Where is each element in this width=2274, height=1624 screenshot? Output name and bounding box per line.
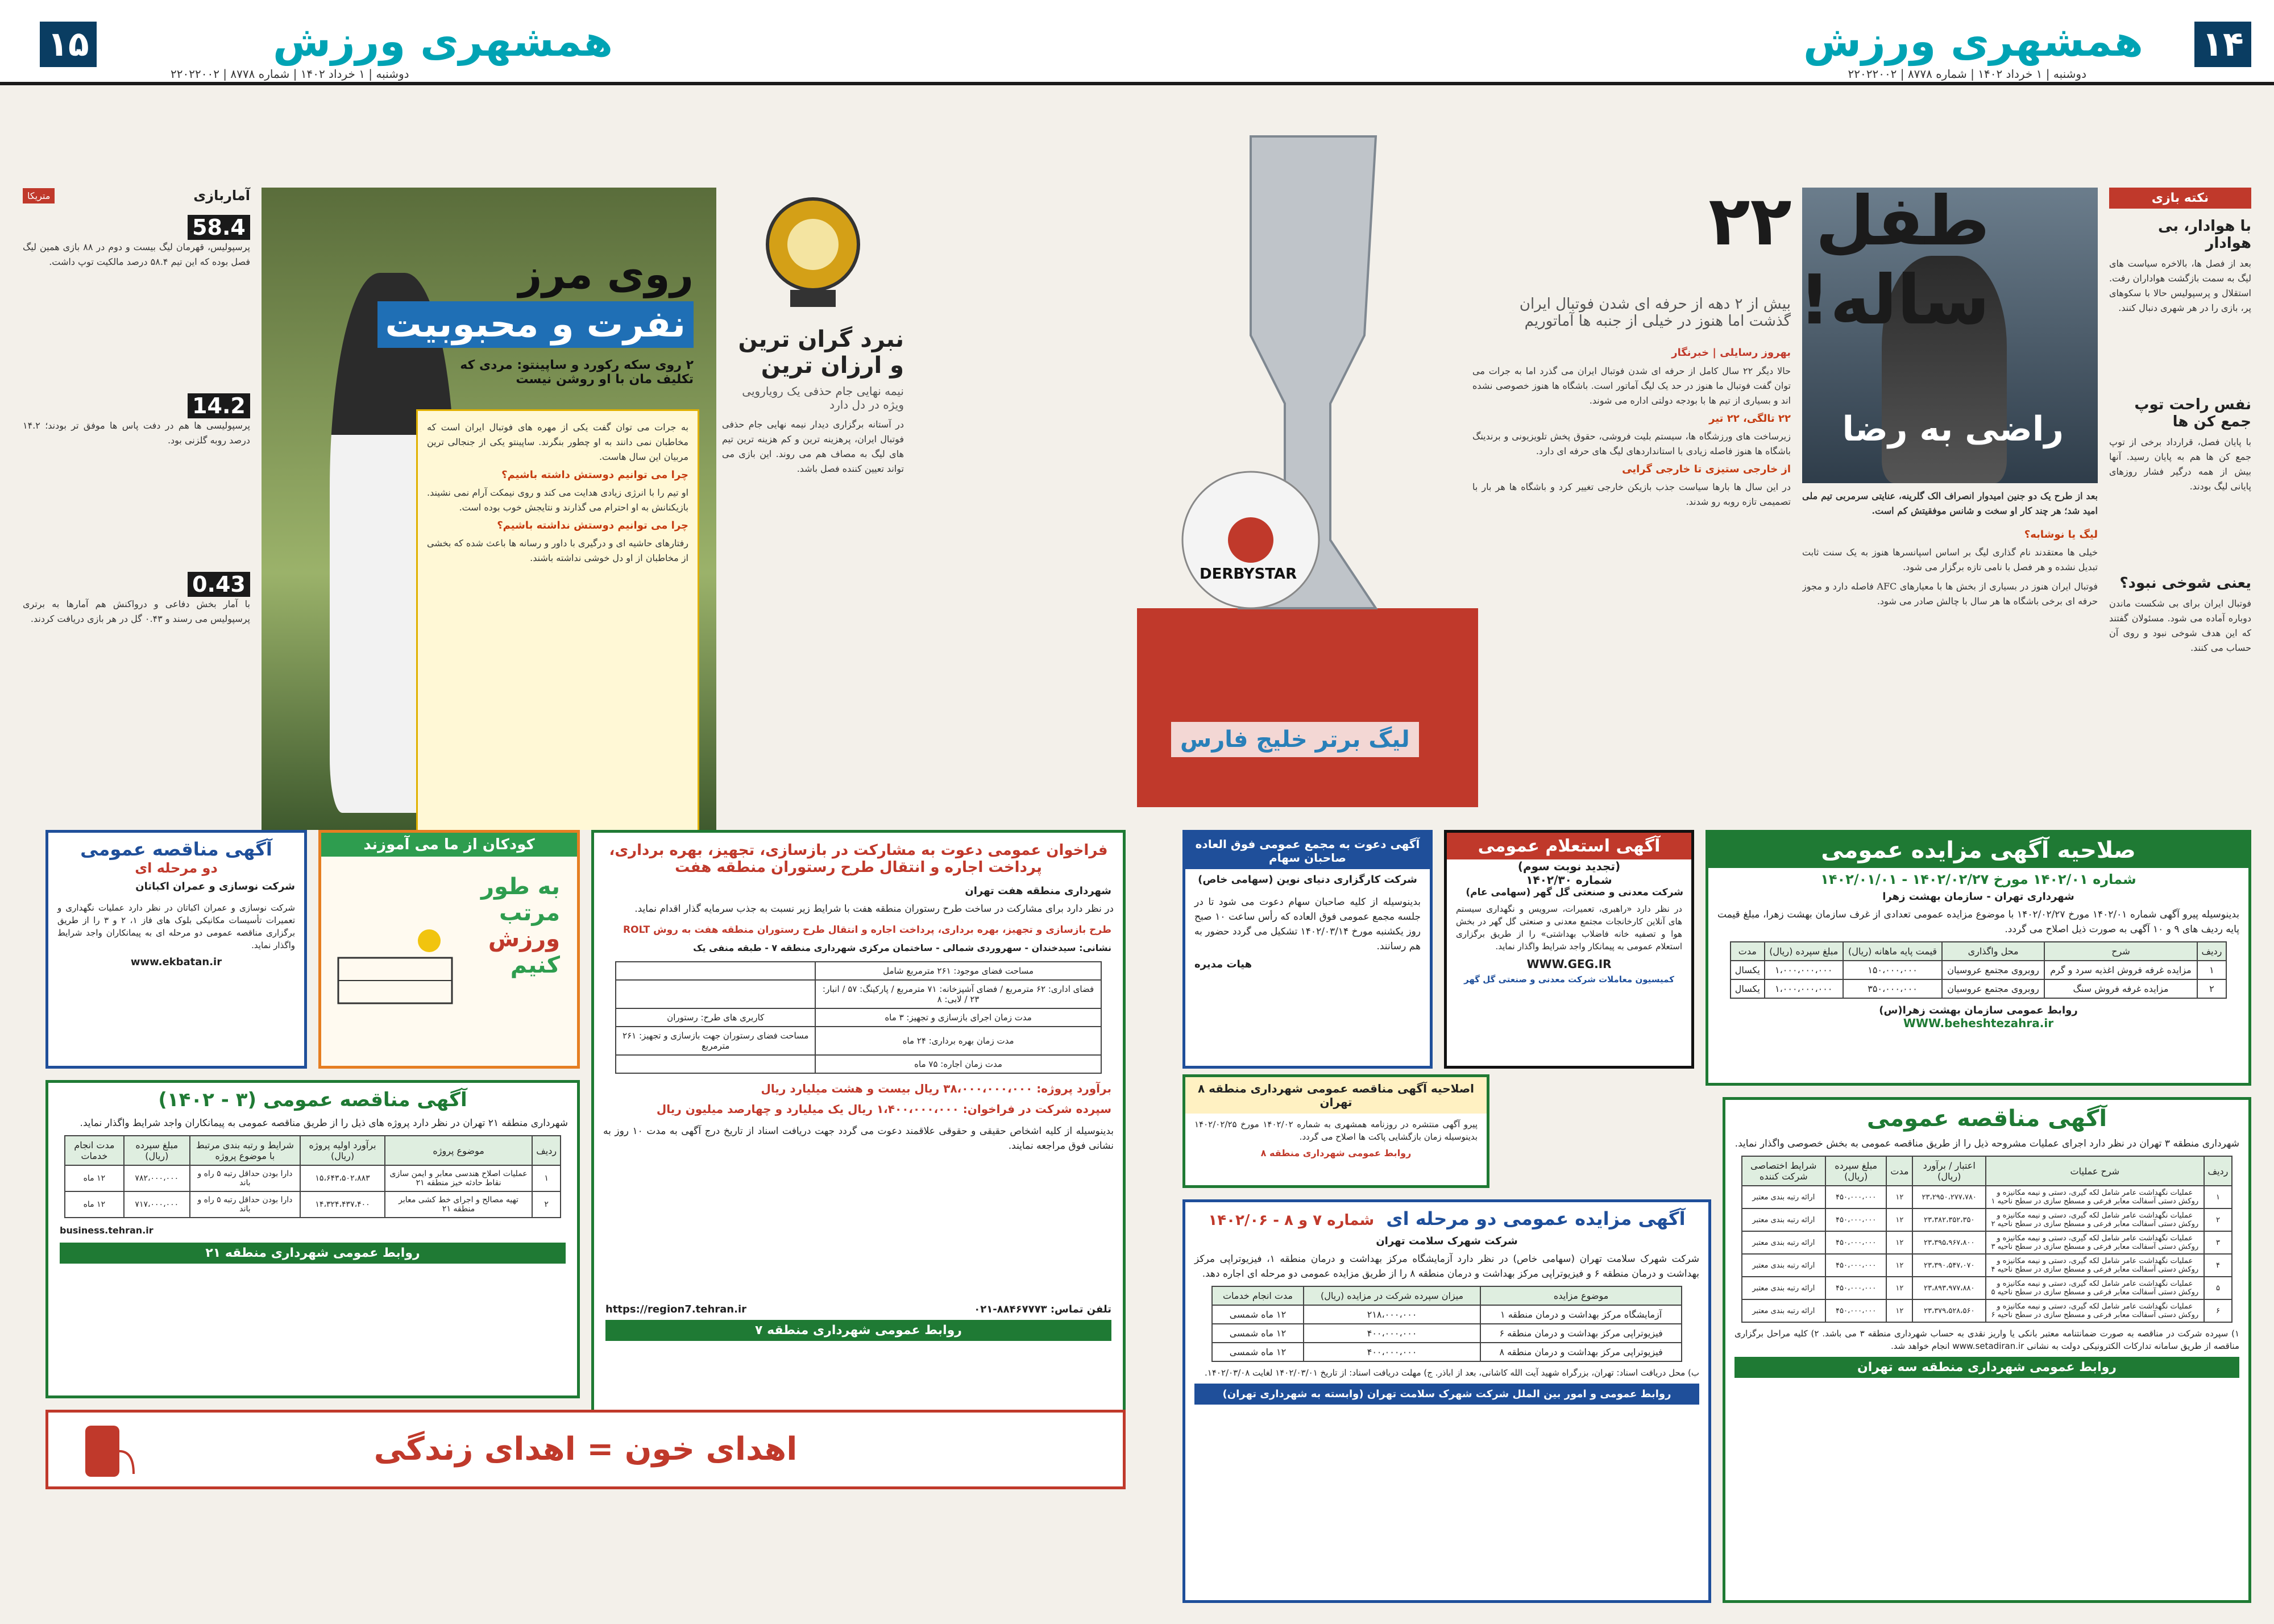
paragraph: رفتارهای حاشیه ای و درگیری با داور و رسانه ها باعث شده که بخشی از مخاطبان از او دل خوشی نداشته باشند. (427, 538, 688, 563)
kids-line4: کنیم (510, 952, 560, 978)
ekbatan-site[interactable]: www.ekbatan.ir (130, 956, 222, 968)
cell: ۲ (2197, 979, 2226, 998)
tip-column (2109, 188, 2251, 841)
cell: عملیات نگهداشت عامر شامل لکه گیری، دستی و نیمه مکانیزه و روکش دستی آسفالت معابر فرعی و مسطح سازی در سطح ناحیه ۵ (1986, 1277, 2204, 1299)
cell: ۴۰۰،۰۰۰،۰۰۰ (1304, 1324, 1480, 1343)
table-row (616, 1055, 1101, 1073)
column-header: شرایط و رتبه بندی مرتبط با موضوع پروژه (190, 1136, 300, 1165)
sale-org: شهرداری تهران - سازمان بهشت زهرا (1882, 891, 2074, 903)
column-item-title: یعنی شوخی نبود؟ (2119, 575, 2251, 592)
trophy-image (1137, 108, 1478, 807)
cell: ۱۲ (1886, 1208, 1912, 1231)
region21-tender (45, 1080, 580, 1398)
byline: بهروز رسایلی | خبرنگار (1671, 347, 1791, 359)
column-header: شرح عملیات (1986, 1156, 2204, 1186)
region21-site[interactable]: business.tehran.ir (60, 1225, 153, 1236)
auction-health (1182, 1199, 1711, 1603)
recruit-sub: (تجدید نوبت سوم) (1517, 859, 1621, 873)
sale-url[interactable]: WWW.beheshtezahra.ir (1903, 1016, 2054, 1030)
cell (616, 980, 815, 1008)
column-header: شرح (2044, 942, 2197, 961)
side-title-2: و ارزان ترین (761, 352, 904, 379)
cell: کاربری های طرح: رستوران (616, 1008, 815, 1027)
notice-text: بدینوسیله از کلیه صاحبان سهام دعوت می شود تا در جلسه مجمع عمومی فوق العاده که رأس ساعت ۱۰ صبح روز یکشنبه مورخ ۱۴۰۲/۰۳/۱۴ تشکیل می گردد حضور به هم رسانند. (1194, 896, 1421, 952)
region7-contact (594, 1299, 1123, 1320)
cell: ارائه رتبه بندی معتبر (1742, 1186, 1825, 1208)
region7-line2: نشانی: سیدخندان - سهروردی شمالی - ساختمان مرکزی شهرداری منطقه ۷ - طبقه منفی یک (693, 942, 1111, 953)
paragraph: خیلی ها معتقدند نام گذاری لیگ بر اساس اسپانسرها هنوز به یک سنت ثابت تبدیل نشده و هر فصل با نامی تازه برگزار می شود. (1802, 547, 2098, 572)
cell: عملیات نگهداشت عامر شامل لکه گیری، دستی و نیمه مکانیزه و روکش دستی آسفالت معابر فرعی و مسطح سازی در سطح ناحیه ۱ (1986, 1186, 2204, 1208)
cell: مساحت فضای رستوران جهت بازسازی و تجهیز: ۲۶۱ مترمربع (616, 1027, 815, 1055)
cell: یکسال (1731, 961, 1765, 979)
cell: ارائه رتبه بندی معتبر (1742, 1254, 1825, 1277)
table-header (1742, 1156, 2232, 1186)
column-header: موضوع مزایده (1480, 1286, 1682, 1305)
table-row (1742, 1277, 2232, 1299)
region7-line1: طرح بازسازی و تجهیز، بهره برداری، پرداخت اجاره و انتقال طرح رستوران منطقه هفت به روش ROLT (623, 924, 1111, 936)
cell: ارائه رتبه بندی معتبر (1742, 1277, 1825, 1299)
auction-footer: روابط عمومی و امور بین الملل شرکت شهرک سلامت تهران (وابسته به شهرداری تهران) (1194, 1384, 1699, 1405)
column-header: مبلغ سپرده (ریال) (124, 1136, 190, 1165)
photo-text: بعد از طرح یک دو جنین امیدوار انصراف الک گلرینه، عنایتی سرمربی تیم ملی امید شد؛ هر چند کار او سخت و شانس موفقیتش کم است. (1802, 491, 2098, 516)
cell: ۲۳،۲۹۵۰،۲۷۷،۷۸۰ (1912, 1186, 1986, 1208)
table-row (1742, 1186, 2232, 1208)
sale-table (1730, 941, 2227, 999)
table-row (1742, 1208, 2232, 1231)
sale-notice (1706, 830, 2251, 1086)
subsection-title: چرا می توانیم دوستش نداشته باشیم؟ (497, 520, 688, 531)
league-logo: لیگ برتر خلیج فارس (1171, 722, 1419, 757)
cell: ۱۲ (1886, 1254, 1912, 1277)
cell: مزایده غرفه فروش سنگ (2044, 979, 2197, 998)
stats-flag: متریکا (23, 188, 55, 203)
trophy-graphic (1137, 108, 1478, 807)
cell: ارائه رتبه بندی معتبر (1742, 1208, 1825, 1231)
auction-title: آگهی مزایده عمومی دو مرحله ای (1386, 1208, 1686, 1230)
headline-1: روی مرز (518, 250, 694, 298)
table-row (1731, 961, 2226, 979)
cell: ۴۵۰،۰۰۰،۰۰۰ (1825, 1254, 1886, 1277)
column-header: مدت انجام خدمات (65, 1136, 124, 1165)
column-item-3 (2109, 575, 2251, 767)
tender-region3 (1723, 1097, 2251, 1603)
cell: ۲۳،۳۹۵،۹۶۷،۸۰۰ (1912, 1231, 1986, 1254)
cell: ۱ (2197, 961, 2226, 979)
stat-value: 14.2 (188, 393, 250, 418)
masthead (0, 0, 1137, 85)
cell: ۷۸۲،۰۰۰،۰۰۰ (124, 1165, 190, 1191)
cell: مدت زمان اجاره: ۷۵ ماه (815, 1055, 1101, 1073)
column-header: ردیف (2197, 942, 2226, 961)
cell: عملیات نگهداشت عامر شامل لکه گیری، دستی و نیمه مکانیزه و روکش دستی آسفالت معابر فرعی و مسطح سازی در سطح ناحیه ۶ (1986, 1299, 2204, 1322)
blood-title: اهدای خون = اهدای زندگی (374, 1431, 798, 1468)
side-article (722, 188, 904, 824)
cell: مدت زمان بهره برداری: ۲۴ ماه (815, 1027, 1101, 1055)
logo-text: همشهری ورزش (1803, 17, 2143, 66)
column-header: مدت (1731, 942, 1765, 961)
column-header: میزان سپرده شرکت در مزایده (ریال) (1304, 1286, 1480, 1305)
table-row (1731, 979, 2226, 998)
column-header: موضوع پروژه (385, 1136, 532, 1165)
auction-org: شرکت شهرک سلامت تهران (1376, 1235, 1518, 1247)
region7-title: فراخوان عمومی دعوت به مشارکت در بازسازی، تجهیز، بهره برداری، پرداخت اجاره و انتقال طرح رستوران منطقه هفت (609, 842, 1108, 876)
cell: ۳ (2204, 1231, 2232, 1254)
cell: مدت زمان اجرای بازسازی و تجهیز: ۳ ماه (815, 1008, 1101, 1027)
date-line: دوشنبه | ۱ خرداد ۱۴۰۲ | شماره ۸۷۷۸ | ۲۲۰۲۲۰۰۲ (1848, 67, 2086, 81)
subsection-title: لیگ یا نوشابه؟ (2024, 529, 2098, 541)
stats-header (23, 188, 250, 203)
notice-sign: هیات مدیره (1194, 958, 1252, 970)
paragraph: حالا دیگر ۲۲ سال کامل از حرفه ای شدن فوتبال ایران می گذرد اما به جرات می توان گفت فوتبال ما هنوز در حد یک لیگ آماتور است. باشگاه ها هنوز خصوصی نشده اند و بسیاری از تیم ها با بودجه دولتی اداره می شوند. (1472, 365, 1791, 406)
column-header: اعتبار / برآورد (ریال) (1912, 1156, 1986, 1186)
page-number: ۱۴ (2194, 22, 2251, 67)
stat-value: 58.4 (188, 215, 250, 240)
subheadline: ۲ روی سکه رکورد و ساپینتو: مردی که تکلیف مان با او روشن نیست (460, 358, 694, 387)
stat-value: 0.43 (188, 572, 250, 597)
cell: ۱،۰۰۰،۰۰۰،۰۰۰ (1765, 979, 1843, 998)
cell: ۱،۰۰۰،۰۰۰،۰۰۰ (1765, 961, 1843, 979)
notice-title: آگهی دعوت به مجمع عمومی فوق العاده صاحبان سهام (1185, 833, 1430, 869)
paragraph: در این سال ها بارها سیاست جذب بازیکن خارجی تغییر کرد و باشگاه ها هر بار با تصمیمی تازه روبه رو شدند. (1472, 481, 1791, 507)
cell: ۱ (532, 1165, 561, 1191)
headline-2: نفرت و محبوبیت (377, 301, 694, 348)
article-body-right (1802, 529, 2098, 807)
column-item-body: با پایان فصل، قرارداد برخی از توپ جمع کن ها هم به پایان رسید. آنها بیش از همه درگیر فشار روزهای پایانی لیگ بودند. (2109, 437, 2251, 492)
table-header (65, 1136, 561, 1165)
cell: ۴۵۰،۰۰۰،۰۰۰ (1825, 1299, 1886, 1322)
cell: ۲ (2204, 1208, 2232, 1231)
auction-notes: ب) محل دریافت اسناد: تهران، بزرگراه شهید آیت الله کاشانی، بعد از اباذر. ج) مهلت دریافت اسناد: از تاریخ ۱۴۰۲/۰۳/۰۱ لغایت ۱۴۰۲/۰۳/۰۸. (1205, 1368, 1699, 1378)
cell: ۴ (2204, 1254, 2232, 1277)
stat-block-3 (23, 572, 250, 767)
cell: روبروی مجتمع عروسیان (1942, 961, 2044, 979)
cell: دارا بودن حداقل رتبه ۵ راه و باند (190, 1165, 300, 1191)
auction-table (1211, 1286, 1682, 1362)
ekbatan-title: آگهی مناقصه عمومی (80, 838, 272, 860)
column-header: محل واگذاری (1942, 942, 2044, 961)
cell: ۱۲ (1886, 1299, 1912, 1322)
cell: ۱۲ (1886, 1186, 1912, 1208)
table-row (616, 980, 1101, 1008)
side-body: در آستانه برگزاری دیدار نیمه نهایی جام حذفی فوتبال ایران، پرهزینه ترین و کم هزینه ترین تیم های لیگ به مصاف هم می روند. این بازی می تواند تعیین کننده فصل باشد. (722, 419, 904, 474)
recruit-num: شماره ۱۴۰۲/۳۰ (1526, 873, 1612, 887)
cell: ۱۲ (1886, 1277, 1912, 1299)
table-header (1731, 942, 2226, 961)
subsection-title: ۲۲ تالگی، ۲۲ تیر (1709, 413, 1791, 425)
table-row (616, 962, 1101, 980)
region8-title: اصلاحیه آگهی مناقصه عمومی شهرداری منطقه ۸ تهران (1185, 1077, 1487, 1114)
stat-text: با آمار بخش دفاعی و درواکنش هم آمارها به برتری پرسپولیس می رسند و ۰.۴۳ گل در هر بازی دریافت کردند. (23, 599, 250, 624)
recruit-site[interactable]: WWW.GEG.IR (1526, 957, 1612, 971)
region7-call (591, 830, 1126, 1489)
table-header (1212, 1286, 1682, 1305)
cell: ۲۱۸،۰۰۰،۰۰۰ (1304, 1305, 1480, 1324)
cell: ۶ (2204, 1299, 2232, 1322)
volleyball-net-icon (333, 924, 458, 1037)
region21-footer: روابط عمومی شهرداری منطقه ۲۱ (60, 1243, 566, 1264)
cell: عملیات نگهداشت عامر شامل لکه گیری، دستی و نیمه مکانیزه و روکش دستی آسفالت معابر فرعی و مسطح سازی در سطح ناحیه ۳ (1986, 1231, 2204, 1254)
cell: تهیه مصالح و اجرای خط کشی معابر منطقه ۲۱ (385, 1191, 532, 1218)
player-photo (262, 188, 716, 830)
sale-footer: روابط عمومی سازمان بهشت زهرا(س) (1879, 1004, 2078, 1016)
cell: ۱۲ ماه (65, 1191, 124, 1218)
page-number: ۱۵ (40, 22, 97, 67)
cell: ۱ (2204, 1186, 2232, 1208)
table-row (1742, 1231, 2232, 1254)
masthead (1137, 0, 2274, 85)
article-body-left (1472, 364, 1791, 807)
column-header: مبلغ سپرده (ریال) (1825, 1156, 1886, 1186)
cell: مساحت فضای موجود: ۲۶۱ مترمربع شامل (815, 962, 1101, 980)
tender-text: شهرداری منطقه ۳ تهران در نظر دارد اجرای عملیات مشروحه ذیل را از طریق مناقصه عمومی به بخش خصوصی واگذار نماید. (1734, 1138, 2239, 1149)
column-item-title: با هوادار، بی هوادار (2157, 218, 2251, 252)
cell: عملیات نگهداشت عامر شامل لکه گیری، دستی و نیمه مکانیزه و روکش دستی آسفالت معابر فرعی و مسطح سازی در سطح ناحیه ۲ (1986, 1208, 2204, 1231)
table-row (1212, 1305, 1682, 1324)
region7-footer: روابط عمومی شهرداری منطقه ۷ (605, 1320, 1111, 1341)
region7-price2: سپرده شرکت در فراخوان: ۱،۴۰۰،۰۰۰،۰۰۰ ریال یک میلیارد و چهارصد میلیون ریال (656, 1102, 1111, 1116)
subheadline: بیش از ۲ دهه از حرفه ای شدن فوتبال ایران گذشت اما هنوز در خیلی از جنبه ها آماتوریم (1519, 296, 1791, 330)
paragraph: به جرات می توان گفت یکی از مهره های فوتبال ایران است که مخاطبان نمی دانند به او چطور بنگرند. ساپینتو یکی از جنجالی ترین مربیان این سال هاست. (427, 422, 688, 462)
cup-icon (722, 188, 904, 313)
cell: عملیات نگهداشت عامر شامل لکه گیری، دستی و نیمه مکانیزه و روکش دستی آسفالت معابر فرعی و مسطح سازی در سطح ناحیه ۴ (1986, 1254, 2204, 1277)
newspaper-logo (273, 17, 613, 66)
table-row (1742, 1299, 2232, 1322)
stat-text: پرسپولیس، قهرمان لیگ بیست و دوم در ۸۸ بازی همین لیگ فصل بوده که این تیم ۵۸.۴ درصد مالکیت توپ داشت. (23, 242, 250, 267)
cell: فضای اداری: ۶۲ مترمربع / فضای آشپزخانه: ۷۱ مترمربع / پارکینگ: ۵۷ / انبار: ۲۳ / لابی: ۸ (815, 980, 1101, 1008)
article-body (416, 409, 699, 830)
paragraph: زیرساخت های ورزشگاه ها، سیستم بلیت فروشی، حقوق پخش تلویزیونی و برندینگ باشگاه ها هنوز فاصله زیادی با استانداردهای لیگ های حرفه ای دارد. (1472, 431, 1791, 456)
ball-label: DERBYSTAR (1200, 566, 1297, 583)
column-header: مدت انجام خدمات (1212, 1286, 1304, 1305)
cell: ۵ (2204, 1277, 2232, 1299)
photo-caption: راضی به رضا (1842, 409, 2064, 449)
cell: ۱۴،۳۲۴،۴۳۷،۴۰۰ (300, 1191, 385, 1218)
region8-notice (1182, 1074, 1489, 1188)
tender-title: آگهی مناقصه عمومی (1866, 1106, 2107, 1132)
stat-text: پرسپولیسی ها هم در دفت پاس ها موفق تر بودند؛ ۱۴.۲ درصد روبه گلزنی بود. (23, 420, 250, 446)
table-row (616, 1027, 1101, 1055)
stats-column (23, 188, 250, 824)
cell: عملیات اصلاح هندسی معابر و ایمن سازی نقاط حادثه خیز منطقه ۲۱ (385, 1165, 532, 1191)
region21-table (64, 1135, 561, 1218)
column-item-title: نفس راحت توپ جمع کن ها (2134, 396, 2251, 430)
blood-bag-icon (71, 1417, 139, 1485)
kids-campaign (318, 830, 580, 1069)
stat-block-1 (23, 215, 250, 382)
side-title-1: نبرد گران ترین (738, 326, 904, 352)
kids-line3: ورزش (488, 926, 560, 952)
table-row (616, 1008, 1101, 1027)
cell: روبروی مجتمع عروسیان (1942, 979, 2044, 998)
column-item-body: فوتبال ایران برای بی شکست ماندن دوباره آماده می شود. مسئولان گفتند که این هدف شوخی نبود و روی آن حساب می کنند. (2109, 598, 2251, 653)
region7-phone: تلفن تماس: ۸۸۴۶۷۷۷۳-۰۲۱ (974, 1303, 1111, 1315)
side-subhead: نیمه نهایی جام حذفی یک رویارویی ویژه در دل دارد (742, 384, 904, 412)
kids-line1: به طور (481, 874, 560, 900)
cell: ۱۵،۶۴۳،۵۰۲،۸۸۳ (300, 1165, 385, 1191)
stat-block-2 (23, 393, 250, 560)
shareholder-notice (1182, 830, 1433, 1069)
sale-number: شماره ۱۴۰۲/۰۱ مورخ ۱۴۰۲/۰۲/۲۷ - ۱۴۰۲/۰۱/۰۱ (1820, 871, 2136, 887)
notice-company: شرکت کارگزاری دنیای نوین (سهامی خاص) (1198, 874, 1417, 886)
table-row (1212, 1324, 1682, 1343)
cell: ۲ (532, 1191, 561, 1218)
stats-tag: آماربازی (193, 188, 250, 203)
cell: دارا بودن حداقل رتبه ۵ راه و باند (190, 1191, 300, 1218)
region7-price1: برآورد پروژه: ۳۸،۰۰۰،۰۰۰،۰۰۰ ریال بیست و هشت میلیارد ریال (761, 1082, 1111, 1095)
sale-title: صلاحیه آگهی مزایده عمومی (1708, 833, 2248, 868)
cell: ۱۲ ماه شمسی (1212, 1343, 1304, 1361)
cell (616, 962, 815, 980)
main-headline: طفل ۲۲ ساله! (1708, 182, 1990, 340)
table-row (1212, 1343, 1682, 1361)
region8-footer: روابط عمومی شهرداری منطقه ۸ (1260, 1148, 1412, 1158)
cell: ۱۲ (1886, 1231, 1912, 1254)
column-item-body: بعد از فصل ها، بالاخره سیاست های لیگ به سمت بازگشت هواداران رفت. استقلال و پرسپولیس حالا با سکوهای پر، بازی را در هر شهری دنبال کنند. (2109, 258, 2251, 313)
cell: ۲۳،۸۹۳،۹۷۷،۸۸۰ (1912, 1277, 1986, 1299)
ekbatan-org: شرکت نوسازی و عمران اکباتان (135, 880, 295, 892)
subsection-title: چرا می توانیم دوستش داشته باشیم؟ (501, 469, 688, 481)
region7-site[interactable]: https://region7.tehran.ir (605, 1303, 747, 1315)
column-item-1 (2109, 218, 2251, 387)
recruit-footer: کمیسیون معاملات شرکت معدنی و صنعتی گل گهر (1464, 974, 1674, 985)
cell: ارائه رتبه بندی معتبر (1742, 1231, 1825, 1254)
column-tag: نکته بازی (2109, 188, 2251, 209)
cell: آزمایشگاه مرکز بهداشت و درمان منطقه ۱ (1480, 1305, 1682, 1324)
tender-table (1741, 1156, 2233, 1323)
region8-text: پیرو آگهی منتشره در روزنامه همشهری به شماره ۱۴۰۲/۰۲ مورخ ۱۴۰۲/۰۲/۲۵ بدینوسیله زمان بازگشایی پاکت ها اصلاح می گردد. (1194, 1119, 1478, 1142)
cell: فیزیوتراپی مرکز بهداشت و درمان منطقه ۶ (1480, 1324, 1682, 1343)
cell: ۷۱۷،۰۰۰،۰۰۰ (124, 1191, 190, 1218)
tender-footer: روابط عمومی شهرداری منطقه سه تهران (1734, 1357, 2239, 1378)
region21-text: شهرداری منطقه ۲۱ تهران در نظر دارد پروژه های ذیل را از طریق مناقصه عمومی به پیمانکاران واجد شرایط واگذار نماید. (80, 1118, 568, 1129)
auction-title-row (1191, 1208, 1703, 1230)
cell: مزایده غرفه فروش اغذیه سرد و گرم (2044, 961, 2197, 979)
logo-text: همشهری ورزش (273, 17, 613, 66)
cell: ارائه رتبه بندی معتبر (1742, 1299, 1825, 1322)
ekbatan-text: شرکت نوسازی و عمران اکباتان در نظر دارد عملیات نگهداری و تعمیرات تأسیسات مکانیکی بلوک های فاز ۱، ۲ و ۳ را از طریق برگزاری مناقصه عمومی دو مرحله ای به پیمانکاران واجد شرایط واگذار نماید. (57, 903, 296, 950)
date-line: دوشنبه | ۱ خرداد ۱۴۰۲ | شماره ۸۷۷۸ | ۲۲۰۲۲۰۰۲ (171, 67, 409, 81)
cell: ۱۲ ماه شمسی (1212, 1324, 1304, 1343)
table-row (65, 1191, 561, 1218)
column-header: قیمت پایه ماهانه (ریال) (1843, 942, 1942, 961)
region7-org: شهرداری منطقه هفت تهران (965, 885, 1111, 897)
region7-text: در نظر دارد برای مشارکت در ساخت طرح رستوران منطقه هفت با شرایط زیر نسبت به جذب سرمایه گذار اقدام نماید. (634, 903, 1114, 915)
newspaper-logo (1803, 17, 2143, 66)
cell: ۴۵۰،۰۰۰،۰۰۰ (1825, 1186, 1886, 1208)
recruit-text: در نظر دارد «راهبری، تعمیرات، سرویس و نگهداری سیستم های آنلاین کارخانجات مجتمع معدنی و صنعتی گل گهر در بخش هوا و تصفیه خانه فاضلاب بهداشتی» را از طریق برگزاری استعلام عمومی به پیمانکار واجد شرایط واگذار نماید. (1456, 904, 1682, 952)
subsection-title: از خارجی ستیزی تا خارجی گرایی (1622, 463, 1791, 475)
paragraph: فوتبال ایران هنوز در بسیاری از بخش ها با معیارهای AFC فاصله دارد و مجوز حرفه ای برخی باشگاه ها هر سال با چالش صادر می شود. (1802, 581, 2098, 607)
column-header: برآورد اولیه پروژه (ریال) (300, 1136, 385, 1165)
auction-text: شرکت شهرک سلامت تهران (سهامی خاص) در نظر دارد آزمایشگاه مرکز بهداشت و درمان منطقه ۱، فیزیوتراپی مرکز بهداشت و درمان منطقه ۶ و فیزیوتراپی مرکز بهداشت و درمان منطقه ۸ را از طریق مزایده عمومی دو مرحله ای اجاره دهد. (1194, 1253, 1699, 1280)
cell: ۱۵۰،۰۰۰،۰۰۰ (1843, 961, 1942, 979)
cell: ۴۵۰،۰۰۰،۰۰۰ (1825, 1277, 1886, 1299)
table-row (65, 1165, 561, 1191)
blood-donation-banner (45, 1410, 1126, 1489)
kids-title: کودکان از ما می آموزند (321, 833, 577, 857)
recruit-company: شرکت معدنی و صنعتی گل گهر (سهامی عام) (1466, 887, 1683, 898)
recruit-notice (1444, 830, 1694, 1069)
kids-line2: مرتب (499, 900, 560, 926)
cell: یکسال (1731, 979, 1765, 998)
ekbatan-sub: دو مرحله ای (135, 860, 218, 876)
region7-table (615, 961, 1102, 1074)
cell: ۲۳،۳۹۰،۵۴۷،۰۷۰ (1912, 1254, 1986, 1277)
column-item-2 (2109, 396, 2251, 566)
cell: ۲۳،۳۷۹،۵۲۸،۵۶۰ (1912, 1299, 1986, 1322)
region7-text2: بدینوسیله از کلیه اشخاص حقیقی و حقوقی علاقمند دعوت می گردد جهت دریافت اسناد از تاریخ درج آگهی به مدت ۱۰ روز به نشانی فوق مراجعه نمایند. (603, 1125, 1114, 1152)
cell: ۳۵۰،۰۰۰،۰۰۰ (1843, 979, 1942, 998)
sale-text: بدینوسیله پیرو آگهی شماره ۱۴۰۲/۰۱ مورخ ۱۴۰۲/۰۲/۲۷ با موضوع مزایده عمومی تعدادی از غرف سازمان بهشت زهرا، مبلغ قیمت پایه ردیف های ۹ و ۱۰ آگهی به صورت ذیل اصلاح می گردد. (1717, 909, 2239, 935)
cell: ۴۰۰،۰۰۰،۰۰۰ (1304, 1343, 1480, 1361)
cell: ۴۵۰،۰۰۰،۰۰۰ (1825, 1231, 1886, 1254)
region21-title: آگهی مناقصه عمومی (۳ - ۱۴۰۲) (158, 1089, 467, 1111)
cell: ۴۵۰،۰۰۰،۰۰۰ (1825, 1208, 1886, 1231)
column-header: ردیف (532, 1136, 561, 1165)
cell: ۱۲ ماه (65, 1165, 124, 1191)
tender-notes: ۱) سپرده شرکت در مناقصه به صورت ضمانتنامه معتبر بانکی یا واریز نقدی به حساب شهرداری منطقه ۳ می باشد. ۲) کلیه مراحل برگزاری مناقصه از طریق سامانه تدارکات الکترونیکی دولت به نشانی www.setadiran.ir انجام خواهد شد. (1734, 1328, 2240, 1351)
cell (616, 1055, 815, 1073)
auction-number: شماره ۷ و ۸ - ۱۴۰۲/۰۶ (1208, 1212, 1375, 1229)
table-row (1742, 1254, 2232, 1277)
paragraph: او تیم را با انرژی زیادی هدایت می کند و روی نیمکت آرام نمی نشیند. بازیکنانش به او احترام می گذارند و نتایجش خوب بوده است. (427, 487, 688, 513)
ekbatan-tender (45, 830, 307, 1069)
cell: فیزیوتراپی مرکز بهداشت و درمان منطقه ۸ (1480, 1343, 1682, 1361)
column-header: مبلغ سپرده (ریال) (1765, 942, 1843, 961)
cell: ۱۲ ماه شمسی (1212, 1305, 1304, 1324)
recruit-title: آگهی استعلام عمومی (1447, 833, 1691, 859)
cell: ۲۳،۳۸۲،۳۵۲،۳۵۰ (1912, 1208, 1986, 1231)
column-header: مدت (1886, 1156, 1912, 1186)
column-header: ردیف (2204, 1156, 2232, 1186)
column-header: شرایط اختصاصی شرکت کننده (1742, 1156, 1825, 1186)
